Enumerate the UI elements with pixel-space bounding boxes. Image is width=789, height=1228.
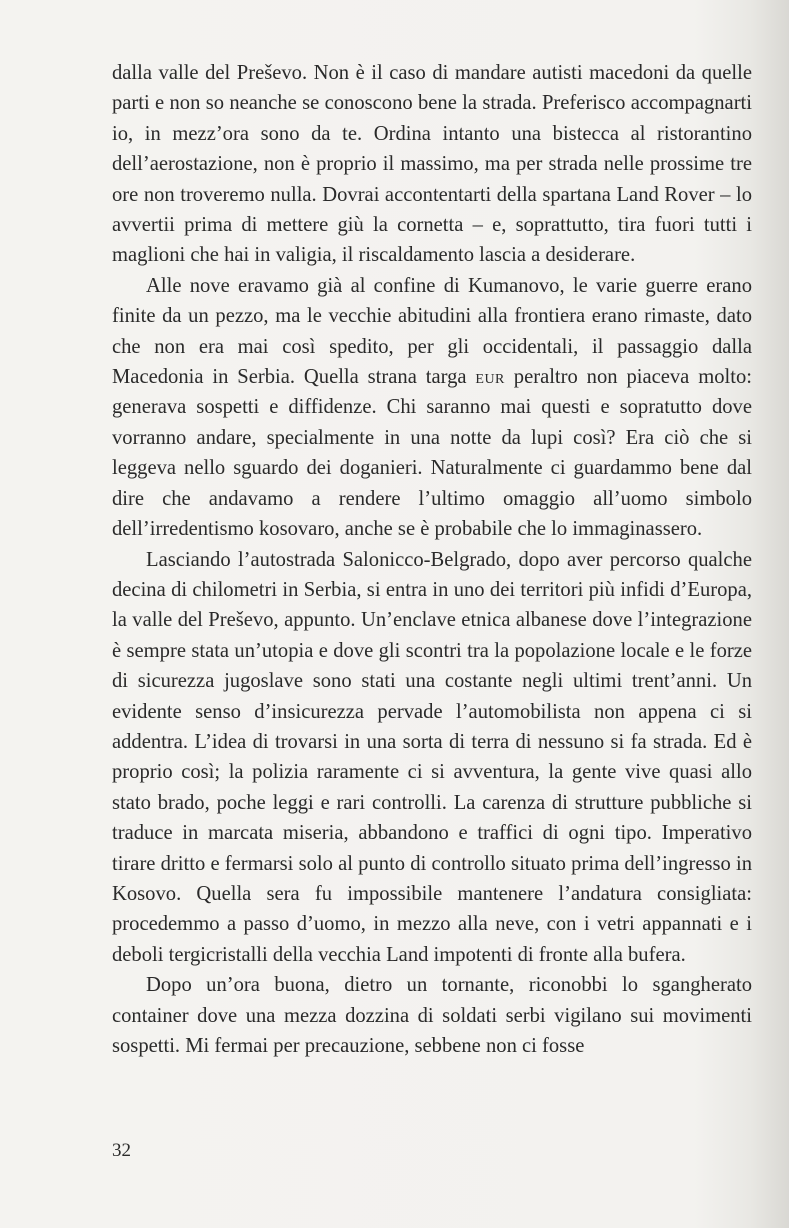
paragraph-2 [112,271,752,545]
page-number: 32 [112,1140,131,1161]
paragraph-4-text: Dopo un’ora buona, dietro un tornante, riconobbi lo sgangherato container dove una mezza dozzina di soldati serbi vigilano sui movimenti sospetti. Mi fermai per precauzione, sebbene non ci fosse [112,974,752,1057]
body-text [112,58,752,1061]
paragraph-4 [112,970,752,1061]
paragraph-3-text: Lasciando l’autostrada Salonicco-Belgrado, dopo aver percorso qualche decina di chilometri in Serbia, si entra in uno dei territori più infidi d’Europa, la valle del Preševo, appunto. Un’enclave etnica albanese dove l’integrazione è sempre stata un’utopia e dove gli scontri tra la popolazione locale e le forze di sicurezza jugoslave sono stati una costante negli ultimi trent’anni. Un evidente senso d’insicurezza pervade l’automobilista non appena ci si addentra. L’idea di trovarsi in una sorta di terra di nessuno si fa strada. Ed è proprio così; la polizia raramente ci si avventura, la gente vive quasi allo stato brado, poche leggi e rari controlli. La carenza di strutture pubbliche si traduce in marcata miseria, abbandono e traffici di ogni tipo. Imperativo tirare dritto e fermarsi solo al punto di controllo situato prima dell’ingresso in Kosovo. Quella sera fu impossibile mantenere l’andatura consigliata: procedemmo a passo d’uomo, in mezzo alla neve, con i vetri appannati e i deboli tergicristalli della vecchia Land impotenti di fronte alla bufera. [112,548,752,966]
paragraph-1 [112,58,752,271]
paragraph-2-text-b: peraltro non piaceva molto: generava sospetti e diffidenze. Chi saranno mai questi e sopratutto dove vorranno andare, specialmente in una notte da lupi così? Era ciò che si leggeva nello sguardo dei doganieri. Naturalmente ci guardammo bene dal dire che andavamo a rendere l’ultimo omaggio all’uomo simbolo dell’irredentismo kosovaro, anche se è probabile che lo immaginassero. [112,366,752,541]
paragraph-3 [112,545,752,971]
paragraph-1-text: dalla valle del Preševo. Non è il caso di mandare autisti macedoni da quelle parti e non so neanche se conoscono bene la strada. Preferisco accompagnarti io, in mezz’ora sono da te. Ordina intanto una bistecca al ristorantino dell’aerostazione, non è proprio il massimo, ma per strada nelle prossime tre ore non troveremo nulla. Dovrai accontentarti della spartana Land Rover – lo avvertii prima di mettere giù la cornetta – e, soprattutto, tira fuori tutti i maglioni che hai in valigia, il riscaldamento lascia a desiderare. [112,62,752,267]
paragraph-2-text-a: Alle nove eravamo già al confine di Kumanovo, le varie guerre erano finite da un pezzo, ma le vecchie abitudini alla frontiera erano rimaste, dato che non era mai così spedito, per gli occidentali, il passaggio dalla Macedonia in Serbia. Quella strana targa [112,274,752,389]
plate-abbreviation: eur [475,366,505,389]
